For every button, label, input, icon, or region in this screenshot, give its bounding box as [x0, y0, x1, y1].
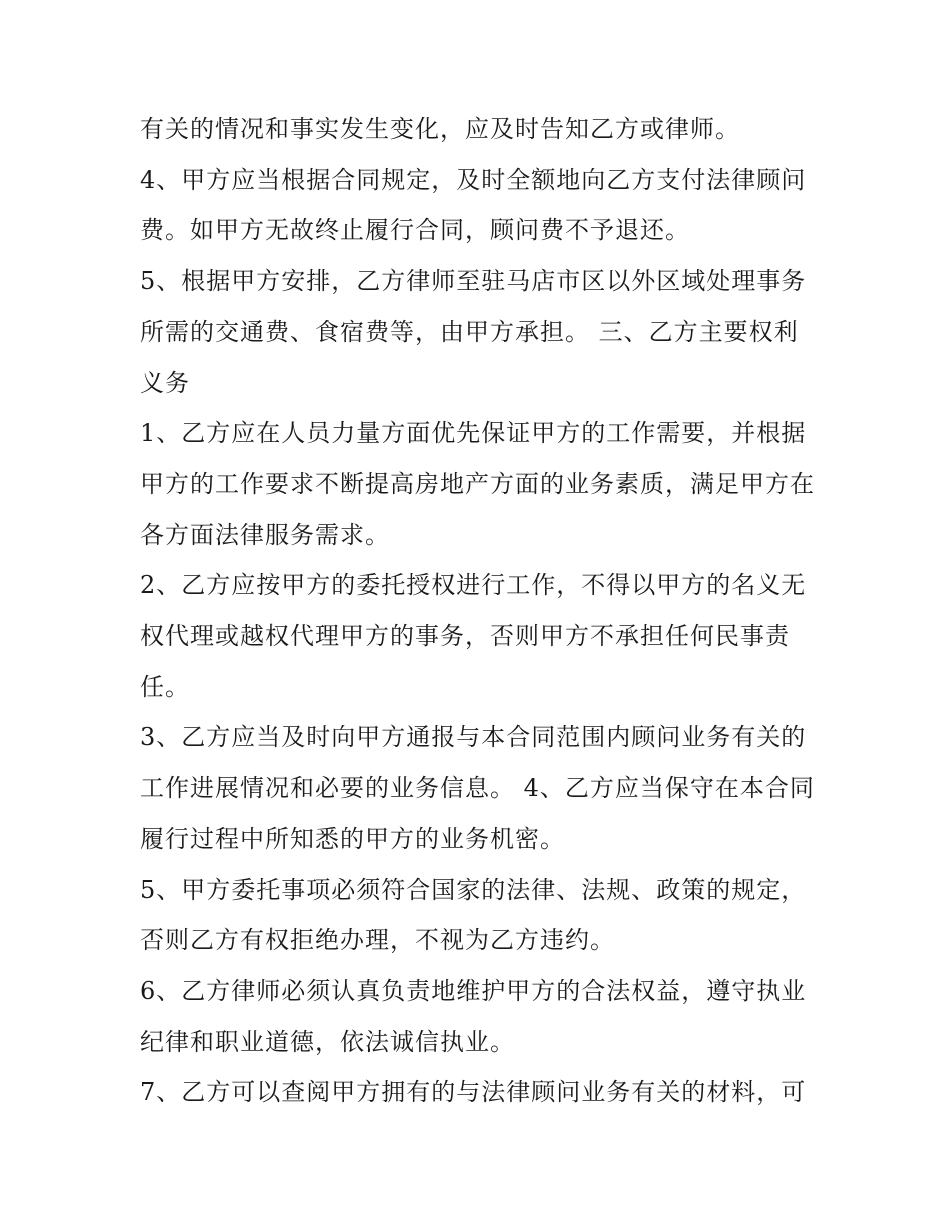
- text-line: 3、乙方应当及时向甲方通报与本合同范围内顾问业务有关的: [140, 723, 807, 751]
- text-line: 任。: [140, 673, 190, 701]
- text-line: 4、甲方应当根据合同规定，及时全额地向乙方支付法律顾问: [140, 166, 807, 194]
- text-line: 权代理或越权代理甲方的事务，否则甲方不承担任何民事责: [140, 622, 790, 650]
- text-line: 否则乙方有权拒绝办理，不视为乙方违约。: [140, 926, 615, 954]
- text-line: 7、乙方可以查阅甲方拥有的与法律顾问业务有关的材料，可: [140, 1078, 807, 1106]
- text-line: 费。如甲方无故终止履行合同，顾问费不予退还。: [140, 216, 690, 244]
- text-line: 1、乙方应在人员力量方面优先保证甲方的工作需要，并根据: [140, 419, 807, 447]
- text-line: 2、乙方应按甲方的委托授权进行工作，不得以甲方的名义无: [140, 571, 807, 599]
- text-line: 5、根据甲方安排，乙方律师至驻马店市区以外区域处理事务: [140, 267, 807, 295]
- text-line: 5、甲方委托事项必须符合国家的法律、法规、政策的规定，: [140, 876, 807, 904]
- text-line: 履行过程中所知悉的甲方的业务机密。: [140, 825, 565, 853]
- text-line: 所需的交通费、食宿费等，由甲方承担。 三、乙方主要权利: [140, 318, 799, 346]
- text-line: 义务: [140, 369, 190, 397]
- text-line: 纪律和职业道德，依法诚信执业。: [140, 1028, 515, 1056]
- text-line: 甲方的工作要求不断提高房地产方面的业务素质，满足甲方在: [140, 470, 815, 498]
- text-line: 工作进展情况和必要的业务信息。 4、乙方应当保守在本合同: [140, 774, 815, 802]
- text-line: 各方面法律服务需求。: [140, 521, 390, 549]
- text-line: 6、乙方律师必须认真负责地维护甲方的合法权益，遵守执业: [140, 977, 807, 1005]
- text-line: 有关的情况和事实发生变化，应及时告知乙方或律师。: [140, 115, 740, 143]
